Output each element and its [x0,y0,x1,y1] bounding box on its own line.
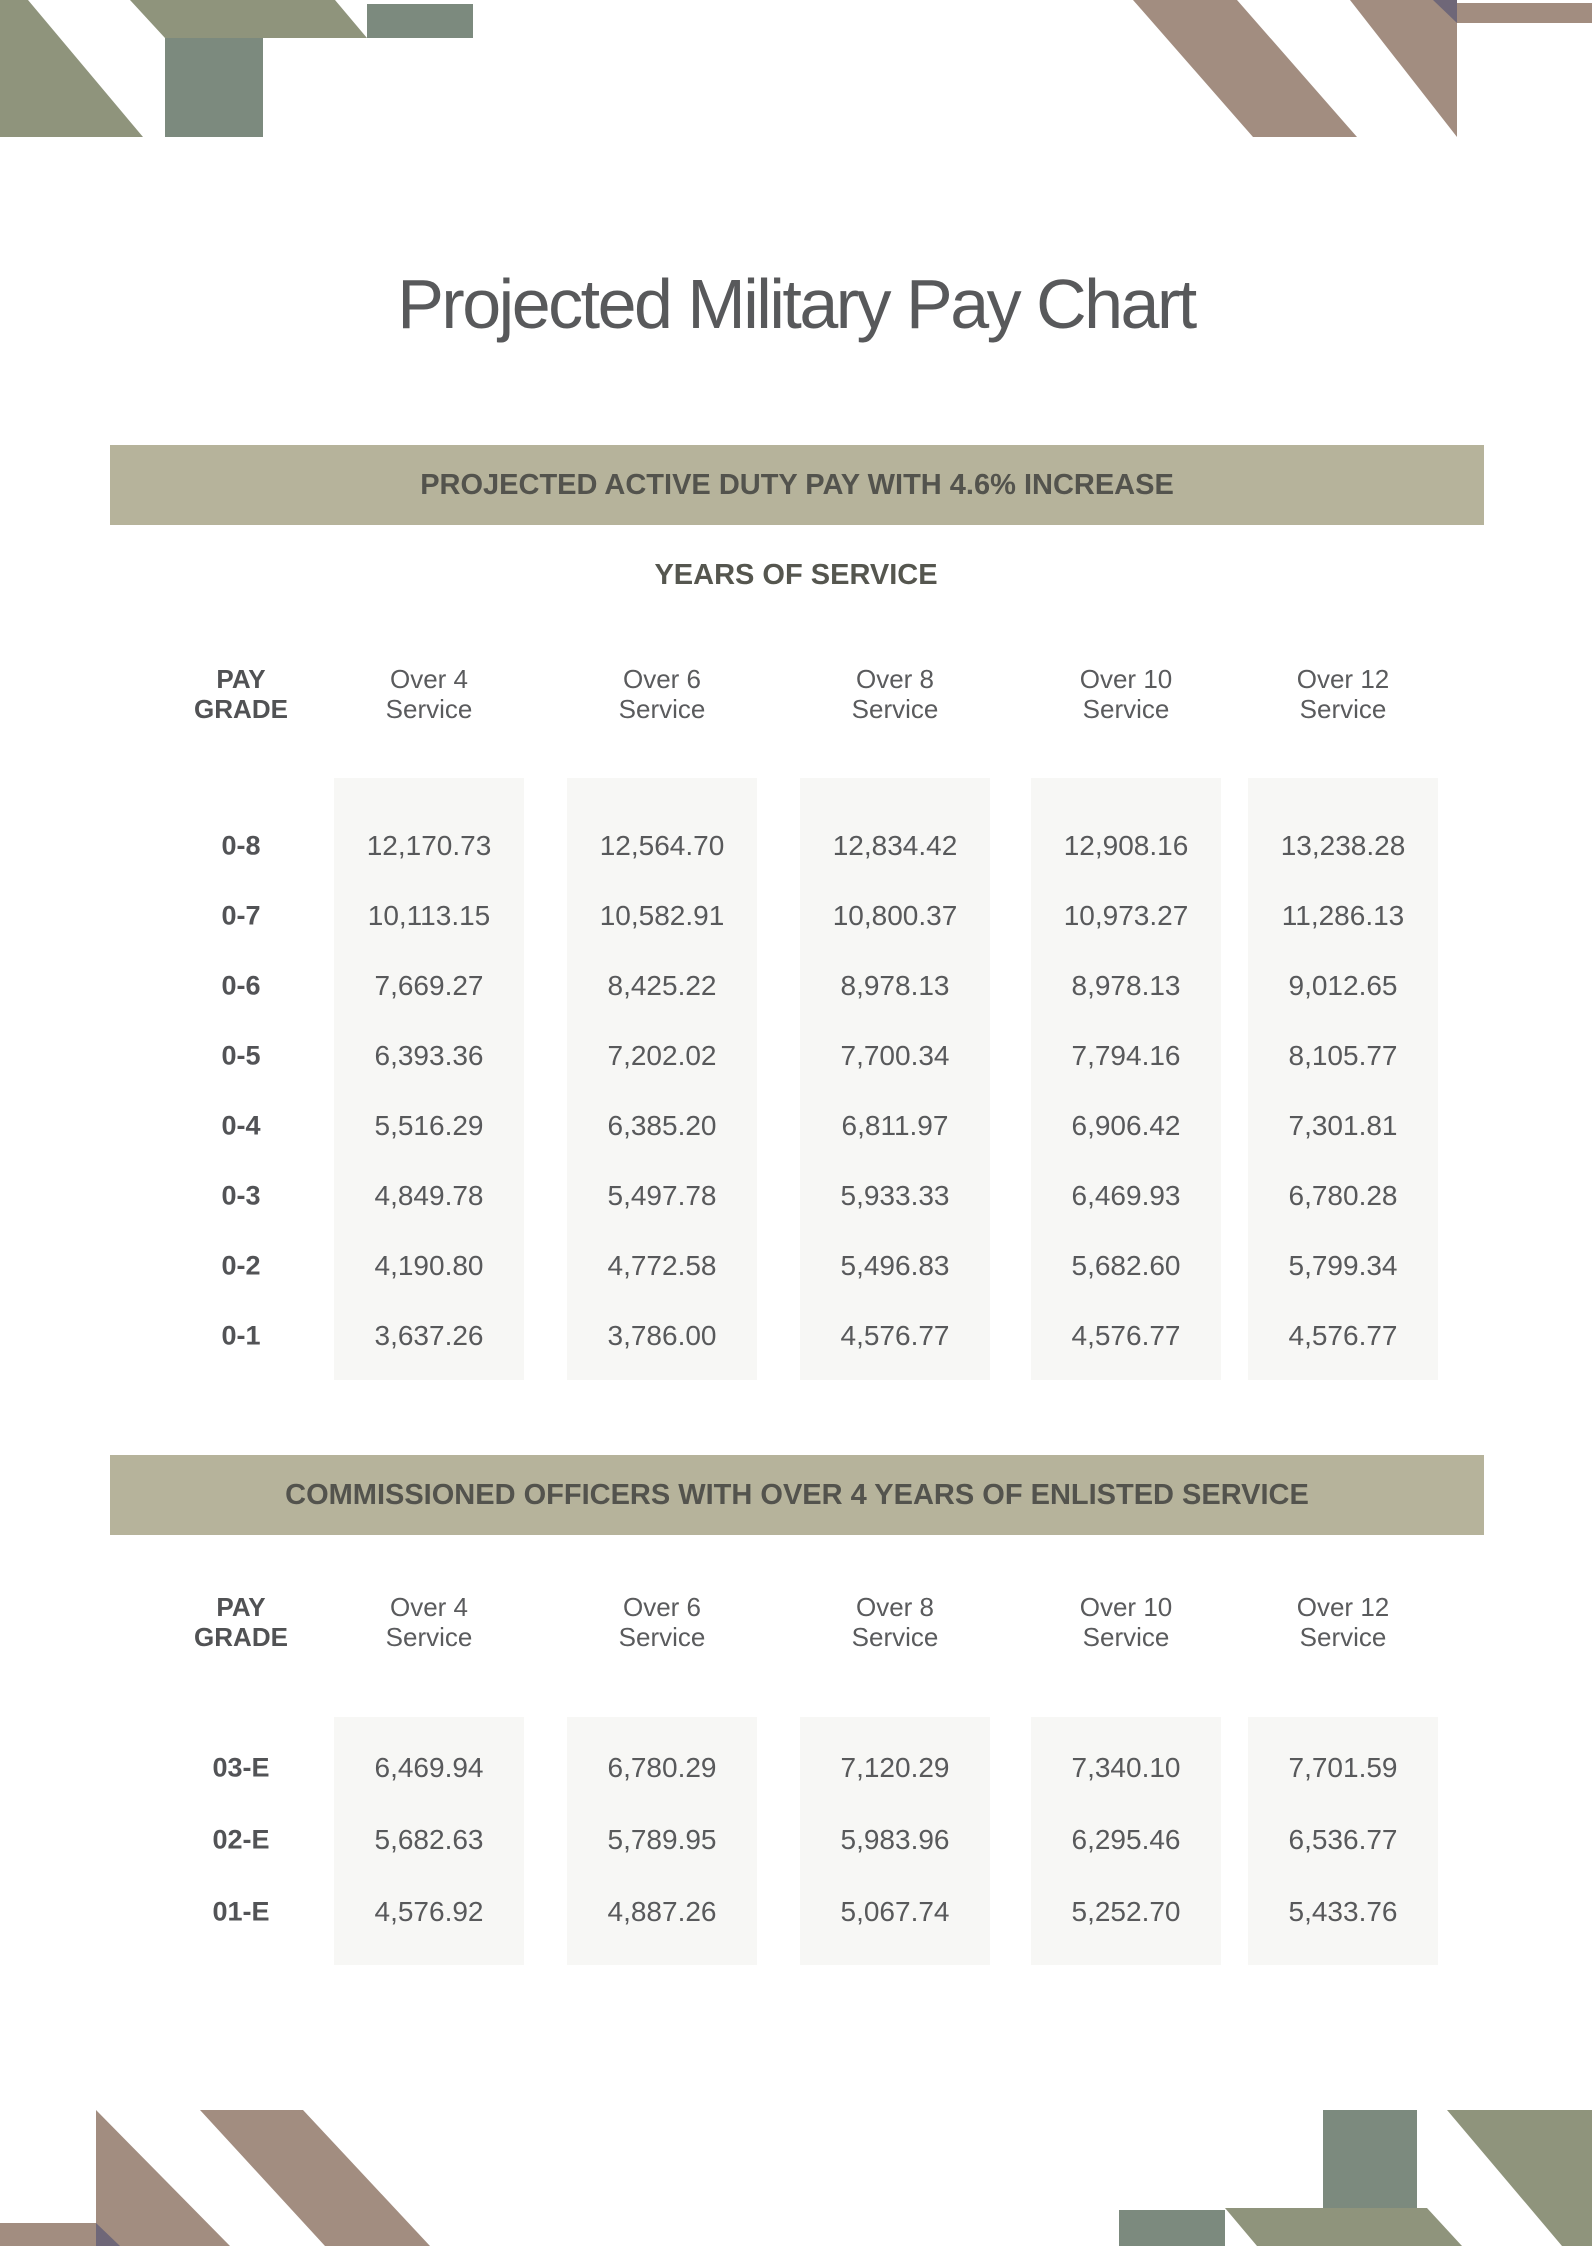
column-header-line: Service [385,1622,473,1652]
pay-grade-cell: 01-E [212,1896,270,1927]
pay-value-cell: 6,536.77 [1288,1824,1398,1855]
pay-value-cell: 4,576.77 [840,1320,950,1351]
pay-value-cell: 3,637.26 [374,1320,484,1351]
column-header-line: PAY [216,1592,266,1622]
pay-value-cell: 5,496.83 [840,1250,950,1281]
section1-header-title: PROJECTED ACTIVE DUTY PAY WITH 4.6% INCREASE [420,468,1174,501]
pay-value-cell: 4,887.26 [607,1896,717,1927]
pay-value-cell: 8,425.22 [607,970,717,1001]
table2-rows [0,1732,1592,1948]
pay-grade-cell: 0-7 [221,900,261,931]
dark-overlap-triangle-shape [96,2223,120,2246]
table-row [0,1732,1592,1804]
green-square-shape [1323,2110,1417,2210]
pay-value-cell: 7,701.59 [1288,1752,1398,1783]
pay-value-cell: 5,067.74 [840,1896,950,1927]
column-header-line: GRADE [194,694,288,724]
pay-value-cell: 6,780.29 [607,1752,717,1783]
pay-value-cell: 7,120.29 [840,1752,950,1783]
table-row [0,1231,1592,1301]
pay-value-cell: 5,497.78 [607,1180,717,1211]
pay-value-cell: 6,811.97 [841,1110,949,1141]
pay-value-cell: 5,799.34 [1288,1250,1398,1281]
pay-value-cell: 7,794.16 [1071,1040,1181,1071]
pay-value-cell: 4,576.77 [1288,1320,1398,1351]
pay-value-cell: 6,906.42 [1071,1110,1181,1141]
column-header-over-8 [785,664,1005,724]
pay-grade-cell: 0-2 [221,1250,261,1281]
pay-value-cell: 7,301.81 [1288,1110,1398,1141]
taupe-triangle-shape [1350,0,1457,137]
pay-value-cell: 5,682.63 [374,1824,484,1855]
table-row [0,1091,1592,1161]
taupe-stripe-shape [1133,0,1357,137]
column-header-line: Over 8 [855,664,935,694]
sage-parallelogram-shape [1225,2208,1462,2246]
column-header-line: Service [618,1622,706,1652]
pay-value-cell: 6,393.36 [374,1040,484,1071]
green-square-shape [165,38,263,137]
column-header-line: Over 8 [855,1592,935,1622]
sage-parallelogram-shape [130,0,367,38]
section2-header-title: COMMISSIONED OFFICERS WITH OVER 4 YEARS OF ENLISTED SERVICE [285,1478,1309,1511]
column-header-over-6 [552,1592,772,1652]
pay-value-cell: 5,433.76 [1288,1896,1398,1927]
column-header-line: Service [1299,1622,1387,1652]
pay-value-cell: 10,973.27 [1063,900,1189,931]
pay-value-cell: 10,582.91 [599,900,725,931]
section1-header-bar [110,445,1484,525]
pay-value-cell: 6,469.94 [374,1752,484,1783]
pay-value-cell: 12,564.70 [599,830,725,861]
column-header-line: Over 10 [1079,1592,1173,1622]
pay-grade-cell: 0-6 [221,970,261,1001]
column-header-line: Service [1082,694,1170,724]
column-header-pay-grade [131,664,351,724]
pay-value-cell: 9,012.65 [1288,970,1398,1001]
pay-value-cell: 5,252.70 [1071,1896,1181,1927]
pay-value-cell: 6,385.20 [607,1110,717,1141]
table-row [0,811,1592,881]
pay-value-cell: 12,170.73 [366,830,492,861]
column-header-line: Over 12 [1296,1592,1390,1622]
pay-value-cell: 3,786.00 [607,1320,717,1351]
pay-value-cell: 7,700.34 [840,1040,950,1071]
column-header-line: Over 6 [622,1592,702,1622]
pay-value-cell: 7,669.27 [374,970,484,1001]
pay-value-cell: 12,908.16 [1063,830,1189,861]
column-header-line: Over 12 [1296,664,1390,694]
pay-value-cell: 7,340.10 [1071,1752,1181,1783]
corner-decoration-top-right [1112,0,1592,140]
column-header-line: Service [851,1622,939,1652]
table-row [0,951,1592,1021]
column-header-over-8 [785,1592,1005,1652]
corner-decoration-bottom-right [1112,2106,1592,2246]
corner-decoration-top-left [0,0,480,140]
pay-grade-cell: 0-1 [221,1320,261,1351]
green-rect-shape [1119,2210,1225,2246]
pay-grade-cell: 03-E [212,1752,270,1783]
pay-value-cell: 6,295.46 [1071,1824,1181,1855]
page-title: Projected Military Pay Chart [397,265,1195,343]
pay-value-cell: 5,682.60 [1071,1250,1181,1281]
pay-value-cell: 4,576.77 [1071,1320,1181,1351]
column-header-line: Over 4 [389,664,469,694]
section2-header-bar [110,1455,1484,1535]
column-header-over-12 [1233,664,1453,724]
pay-value-cell: 12,834.42 [832,830,958,861]
column-header-line: Service [385,694,473,724]
sage-stripe-shape [0,0,143,137]
dark-overlap-triangle-shape [1433,0,1457,23]
column-header-line: GRADE [194,1622,288,1652]
table-row [0,881,1592,951]
pay-value-cell: 8,978.13 [1071,970,1181,1001]
pay-value-cell: 5,789.95 [607,1824,717,1855]
column-header-over-4 [319,664,539,724]
taupe-bar-shape [1457,3,1592,23]
table-row [0,1021,1592,1091]
column-header-line: PAY [216,664,266,694]
pay-value-cell: 6,780.28 [1288,1180,1398,1211]
column-header-over-12 [1233,1592,1453,1652]
column-header-over-6 [552,664,772,724]
pay-value-cell: 10,113.15 [367,900,491,931]
corner-decoration-bottom-left [0,2106,480,2246]
pay-value-cell: 7,202.02 [607,1040,717,1071]
taupe-stripe-shape [200,2110,430,2246]
pay-value-cell: 8,978.13 [840,970,950,1001]
pay-value-cell: 11,286.13 [1281,900,1405,931]
sage-stripe-shape [1447,2110,1592,2246]
column-header-over-10 [1016,1592,1236,1652]
column-header-line: Service [618,694,706,724]
table-row [0,1301,1592,1371]
pay-value-cell: 4,849.78 [374,1180,484,1211]
pay-value-cell: 4,190.80 [374,1250,484,1281]
column-header-line: Over 6 [622,664,702,694]
pay-value-cell: 8,105.77 [1288,1040,1398,1071]
green-rect-shape [367,4,473,38]
column-header-over-10 [1016,664,1236,724]
table-row [0,1876,1592,1948]
pay-grade-cell: 0-4 [221,1110,261,1141]
pay-grade-cell: 0-8 [221,830,261,861]
column-header-line: Over 10 [1079,664,1173,694]
taupe-bar-shape [0,2223,96,2246]
pay-value-cell: 4,772.58 [607,1250,717,1281]
column-header-line: Service [1082,1622,1170,1652]
column-header-line: Over 4 [389,1592,469,1622]
pay-value-cell: 5,933.33 [840,1180,950,1211]
pay-grade-cell: 0-5 [221,1040,261,1071]
pay-grade-cell: 02-E [212,1824,270,1855]
pay-value-cell: 13,238.28 [1280,830,1406,861]
pay-value-cell: 5,516.29 [374,1110,484,1141]
pay-grade-cell: 0-3 [221,1180,261,1211]
column-header-pay-grade [131,1592,351,1652]
table-row [0,1804,1592,1876]
table1-rows [0,811,1592,1371]
pay-value-cell: 6,469.93 [1071,1180,1181,1211]
years-of-service-label: YEARS OF SERVICE [654,559,938,591]
pay-value-cell: 10,800.37 [832,900,958,931]
pay-value-cell: 4,576.92 [374,1896,484,1927]
taupe-triangle-shape [96,2110,230,2246]
column-header-line: Service [1299,694,1387,724]
pay-value-cell: 5,983.96 [840,1824,950,1855]
table-row [0,1161,1592,1231]
column-header-over-4 [319,1592,539,1652]
column-header-line: Service [851,694,939,724]
